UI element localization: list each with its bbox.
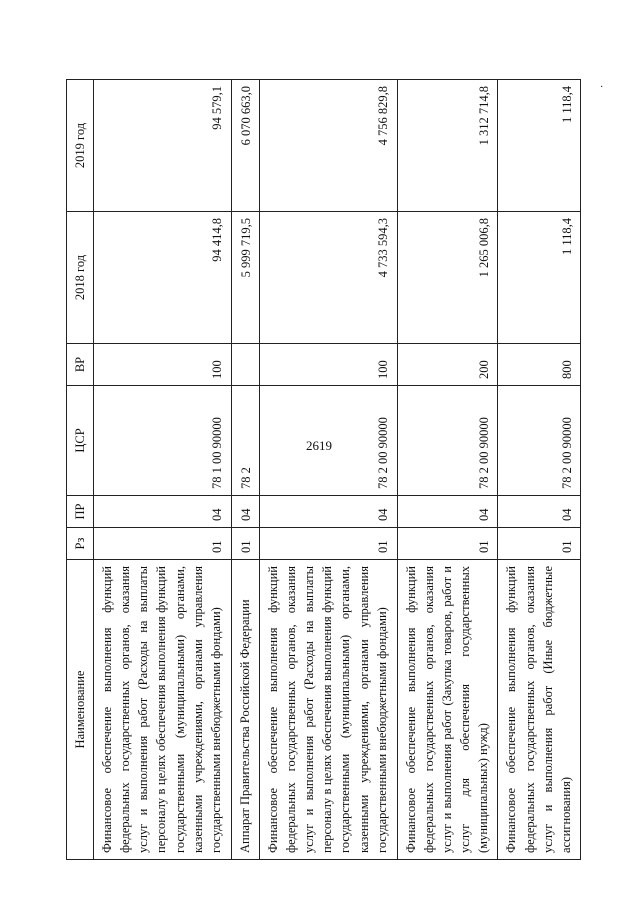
row-2019: 1 118,4 [498,80,581,212]
row-rz: 01 [498,528,581,560]
row-name: Финансовое обеспечение выполнения функций федеральных государственных органов, оказания услуг и выполнения работ (Иные бюджетные ассигнования) [498,560,581,860]
row-name: Финансовое обеспечение выполнения функций федеральных государственных органов, оказания услуг и выполнения работ (Расходы на выплаты персоналу в целях обеспечения выполнения функций государственными (муниципальными) органами, казенными учреждениями, органами управления государственными внебюджетными фондами) [259,560,397,860]
page-number: 2619 [306,438,332,453]
row-name: Финансовое обеспечение выполнения функций федеральных государственных органов, оказания услуг и выполнения работ (Закупка товаров, работ и услуг для обеспечения государственных (муниципальных) нужд) [397,560,498,860]
budget-table [66,79,581,860]
row-vr: 100 [259,344,397,386]
header-2018: 2018 год [67,212,94,344]
header-name: Наименование [67,560,94,860]
row-csr: 78 1 00 90000 [94,386,232,496]
row-name: Аппарат Правительства Российской Федерации [231,560,259,860]
row-2018: 5 999 719,5 [231,212,259,344]
row-rz: 01 [94,528,232,560]
row-vr: 200 [397,344,498,386]
row-2018: 1 265 006,8 [397,212,498,344]
table-row [498,80,581,860]
row-rz: 01 [231,528,259,560]
margin-mark: · [600,82,604,93]
row-vr: 800 [498,344,581,386]
table-header-row [67,80,94,860]
table-row [231,80,259,860]
row-rz: 01 [259,528,397,560]
row-2018: 1 118,4 [498,212,581,344]
row-csr: 78 2 00 90000 [397,386,498,496]
header-csr: ЦСР [67,386,94,496]
row-pr: 04 [397,496,498,528]
row-csr: 78 2 00 90000 [259,386,397,496]
header-rz: Рз [67,528,94,560]
row-name: Финансовое обеспечение выполнения функций федеральных государственных органов, оказания услуг и выполнения работ (Расходы на выплаты персоналу в целях обеспечения выполнения функций государственными (муниципальными) органами, казенными учреждениями, органами управления государственными внебюджетными фондами) [94,560,232,860]
row-2019: 6 070 663,0 [231,80,259,212]
header-2019: 2019 год [67,80,94,212]
row-pr: 04 [94,496,232,528]
row-csr: 78 2 [231,386,259,496]
table-row [259,80,397,860]
row-rz: 01 [397,528,498,560]
row-2019: 4 756 829,8 [259,80,397,212]
table-row [94,80,232,860]
row-pr: 04 [259,496,397,528]
budget-table-rotated [66,80,581,860]
header-vr: ВР [67,344,94,386]
row-pr: 04 [231,496,259,528]
row-2018: 94 414,8 [94,212,232,344]
row-pr: 04 [498,496,581,528]
row-2019: 94 579,1 [94,80,232,212]
header-pr: ПР [67,496,94,528]
row-2019: 1 312 714,8 [397,80,498,212]
row-vr [231,344,259,386]
row-2018: 4 733 594,3 [259,212,397,344]
row-vr: 100 [94,344,232,386]
table-row [397,80,498,860]
row-csr: 78 2 00 90000 [498,386,581,496]
